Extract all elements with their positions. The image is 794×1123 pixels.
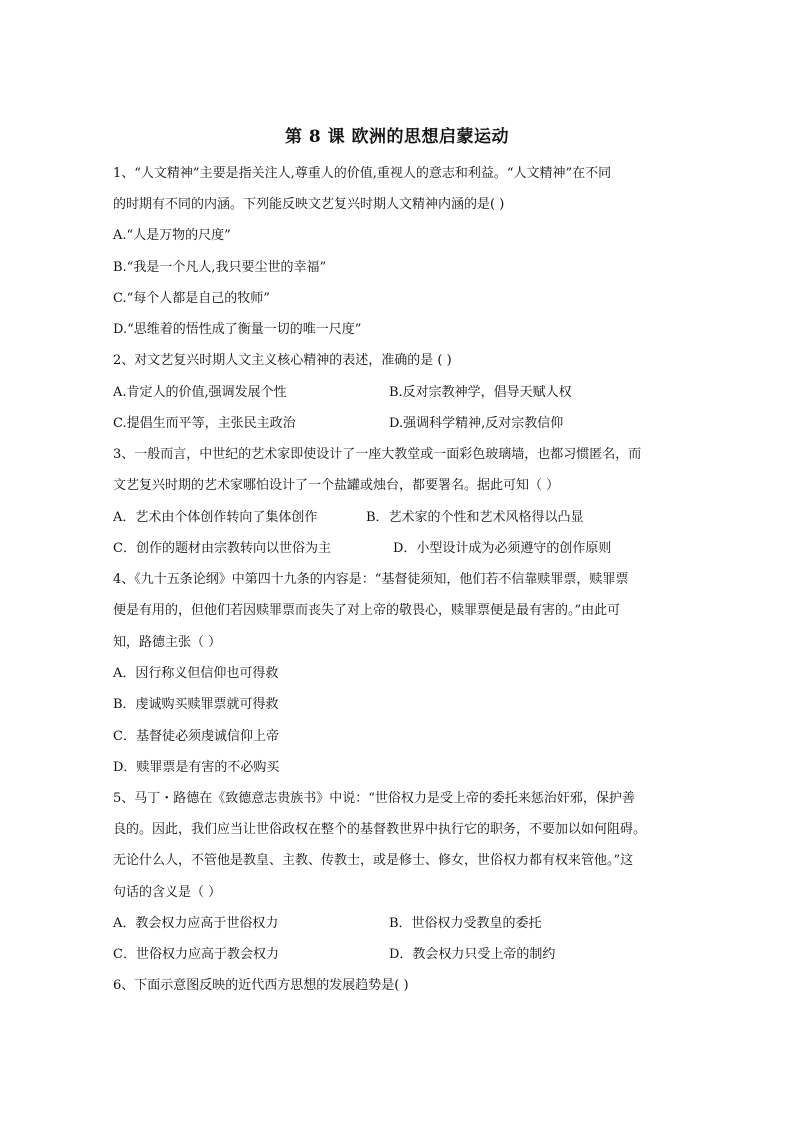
q4-stem-line-1: 4、《九十五条论纲》中第四十九条的内容是：“基督徒须知，他们若不信靠赎罪票，赎罪票: [113, 572, 629, 587]
q5-stem-line-3: 无论什么人，不管他是教皇、主教、传教士，或是修士、修女，世俗权力都有权来管他。”这: [113, 853, 634, 868]
q5-stem-line-1: 5、马丁・路德在《致德意志贵族书》中说：“世俗权力是受上帝的委托来惩治奸邪，保护善: [113, 791, 635, 806]
q3-option-d: D．小型设计成为必须遵守的创作原则: [393, 541, 612, 556]
q2-option-c: C.提倡生而平等，主张民主政治: [113, 416, 296, 431]
q5-option-c: C．世俗权力应高于教会权力: [113, 947, 279, 962]
q4-stem-line-3: 知，路德主张（ ）: [113, 635, 222, 650]
q4-stem-line-2: 便是有用的，但他们若因赎罪票而丧失了对上帝的敬畏心，赎罪票便是最有害的。”由此可: [113, 603, 621, 618]
q3-stem-line-2: 文艺复兴时期的艺术家哪怕设计了一个盐罐或烛台，都要署名。据此可知（ ）: [113, 478, 560, 493]
q4-option-d: D．赎罪票是有害的不必购买: [113, 760, 280, 775]
q4-option-a: A．因行称义但信仰也可得救: [113, 666, 279, 681]
page-title: 第 8 课 欧洲的思想启蒙运动: [284, 127, 510, 147]
q2-option-d: D.强调科学精神,反对宗教信仰: [389, 416, 564, 431]
q5-option-a: A．教会权力应高于世俗权力: [113, 916, 279, 931]
q3-option-a: A．艺术由个体创作转向了集体创作: [113, 510, 318, 525]
q3-option-b: B．艺术家的个性和艺术风格得以凸显: [366, 510, 584, 525]
q1-option-c: C.“每个人都是自己的牧师”: [113, 291, 270, 306]
q2-option-b: B.反对宗教神学，倡导天赋人权: [389, 385, 572, 400]
q2-stem: 2、对文艺复兴时期人文主义核心精神的表述，准确的是 ( ): [113, 353, 452, 368]
q3-stem-line-1: 3、一般而言，中世纪的艺术家即使设计了一座大教堂或一面彩色玻璃墙，也都习惯匿名，而: [113, 447, 642, 462]
q1-stem-line-1: 1、“人文精神”主要是指关注人,尊重人的价值,重视人的意志和利益。“人文精神”在不同: [113, 166, 612, 181]
q1-option-a: A.“人是万物的尺度”: [113, 228, 231, 243]
q4-option-b: B．虔诚购买赎罪票就可得救: [113, 697, 279, 712]
q1-option-d: D.“思维着的悟性成了衡量一切的唯一尺度”: [113, 322, 362, 337]
q5-stem-line-4: 句话的含义是（ ）: [113, 885, 222, 900]
q5-option-b: B．世俗权力受教皇的委托: [389, 916, 542, 931]
q6-stem: 6、下面示意图反映的近代西方思想的发展趋势是( ): [113, 978, 409, 993]
q5-stem-line-2: 良的。因此，我们应当让世俗政权在整个的基督教世界中执行它的职务，不要加以如何阻碍。: [113, 822, 647, 837]
q1-stem-line-2: 的时期有不同的内涵。下列能反映文艺复兴时期人文精神内涵的是( ): [113, 197, 505, 212]
q4-option-c: C．基督徒必须虔诚信仰上帝: [113, 729, 279, 744]
q2-option-a: A.肯定人的价值,强调发展个性: [113, 385, 287, 400]
q1-option-b: B.“我是一个凡人,我只要尘世的幸福”: [113, 260, 327, 275]
q3-option-c: C．创作的题材由宗教转向以世俗为主: [113, 541, 331, 556]
q5-option-d: D．教会权力只受上帝的制约: [389, 947, 556, 962]
